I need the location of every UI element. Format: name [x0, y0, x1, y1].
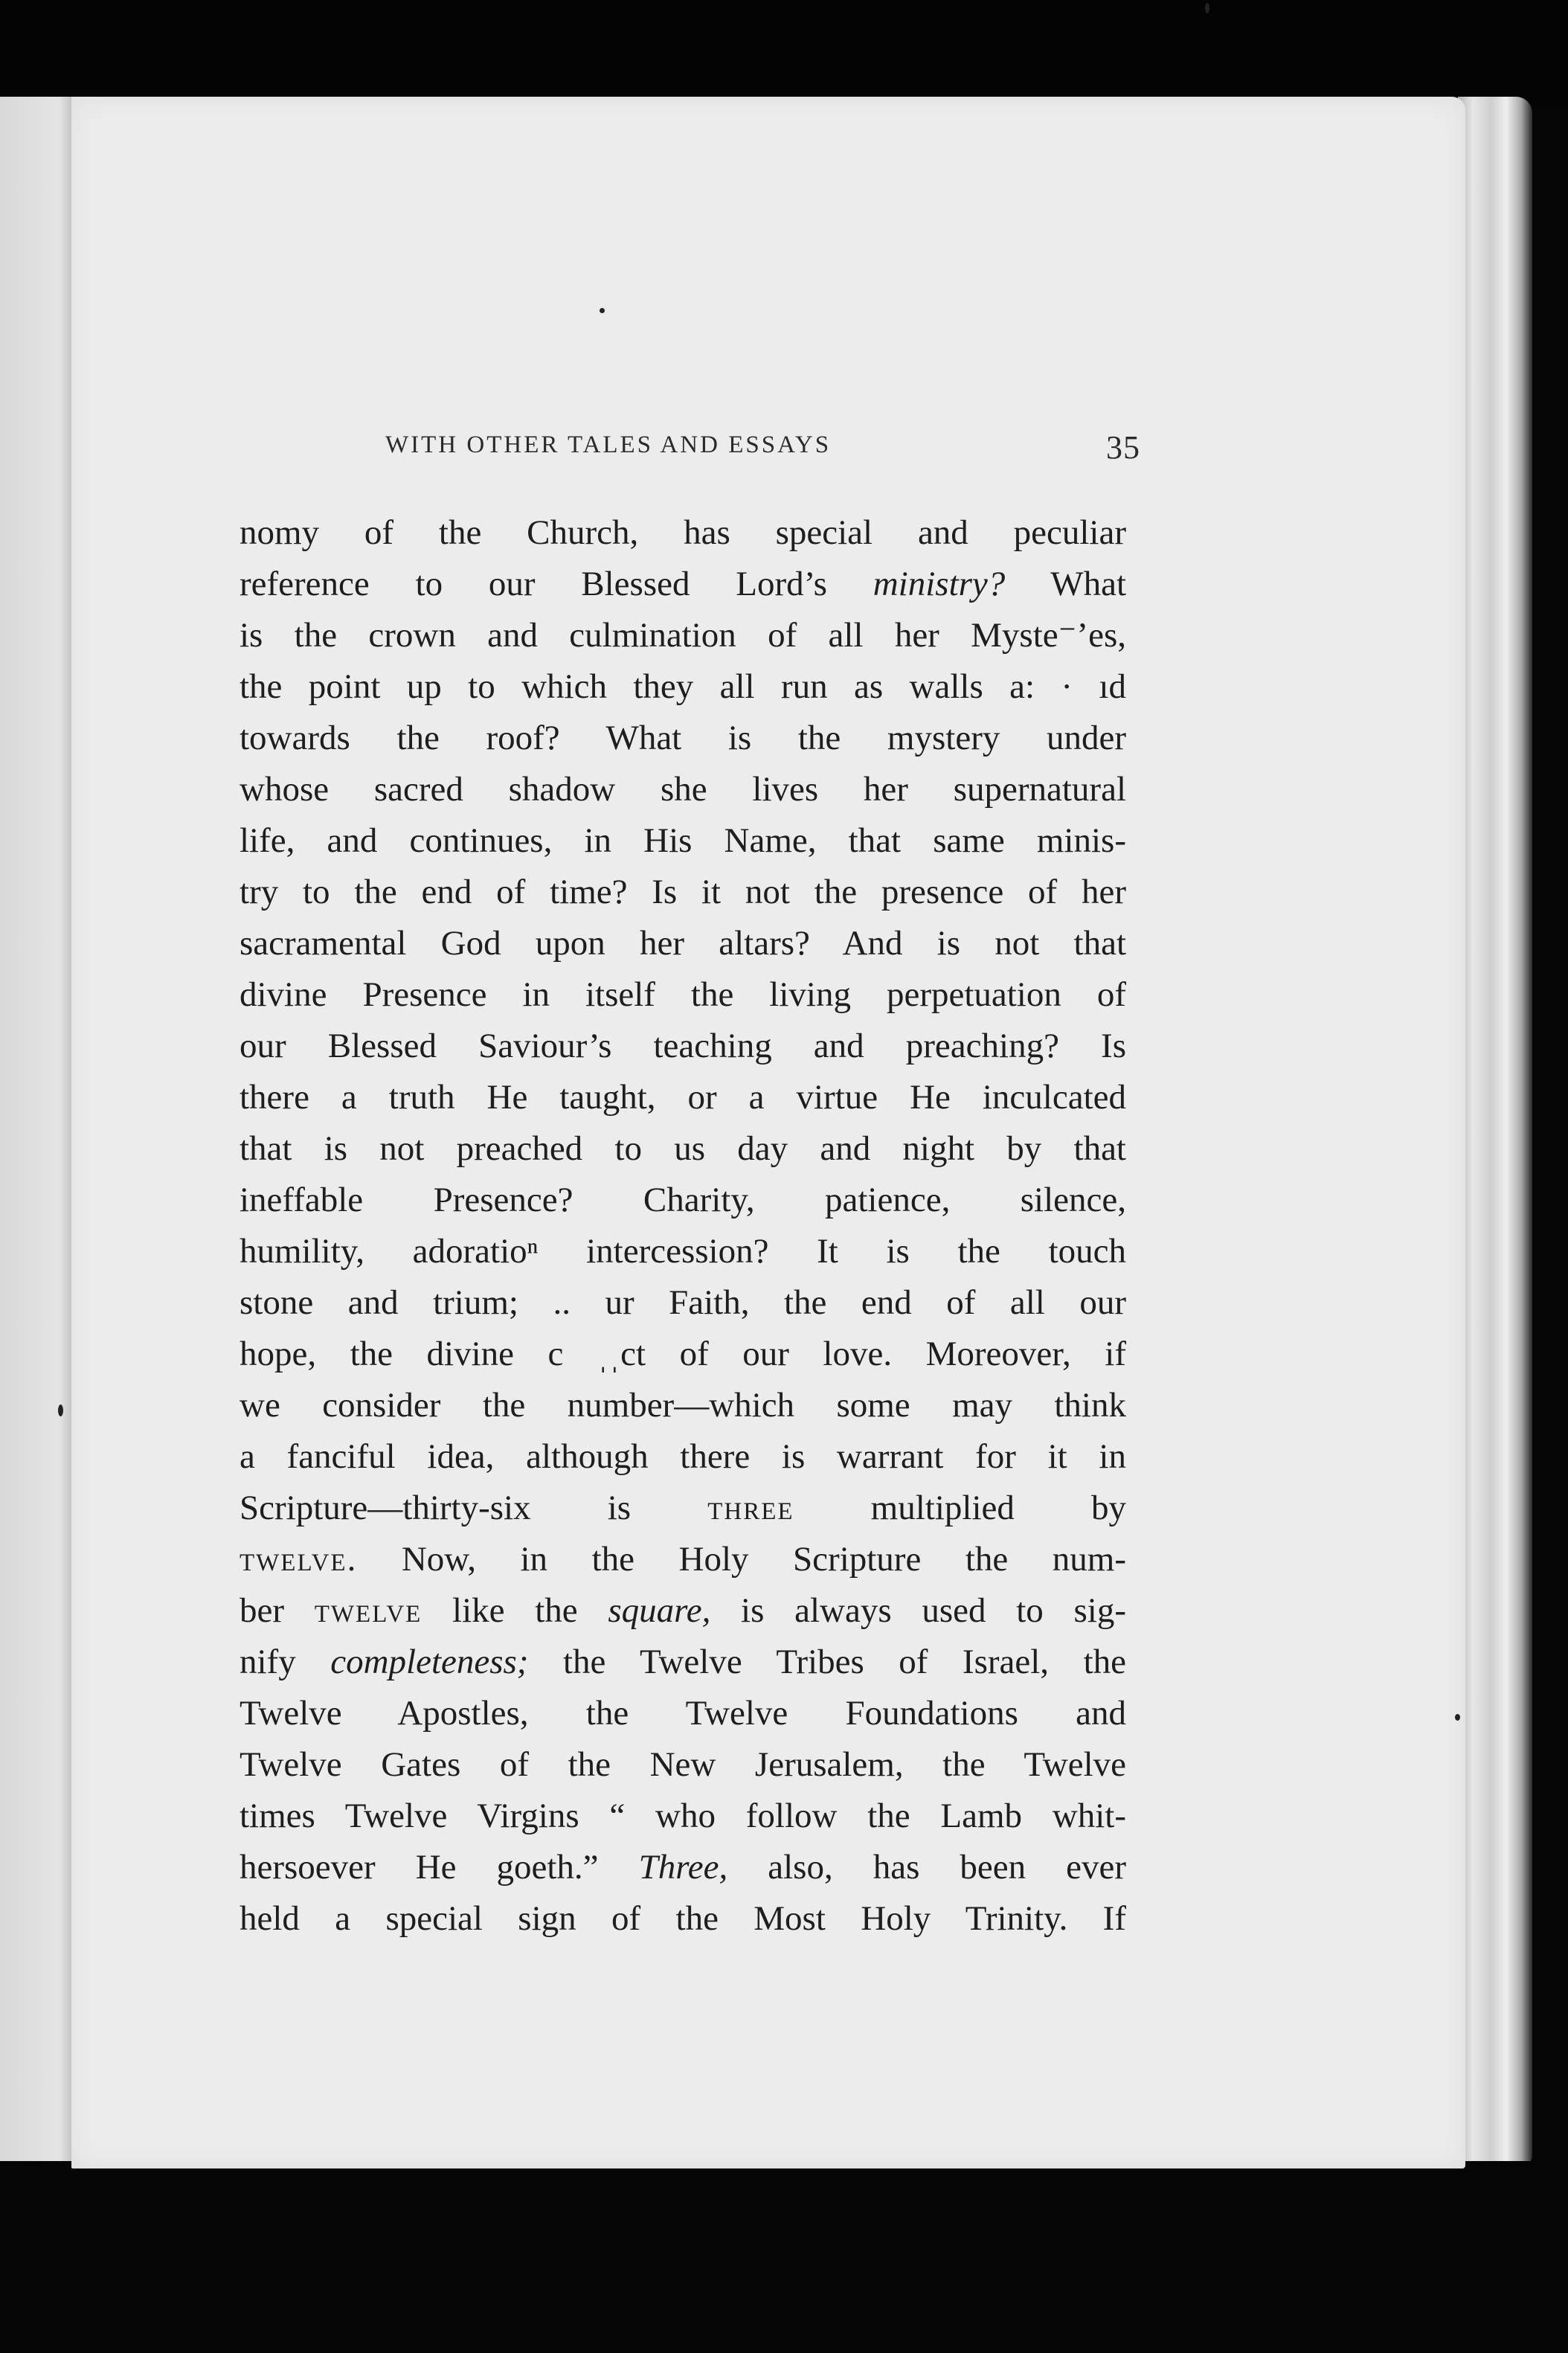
text-line: hope, the divine c ˌˌct of our love. Moreover, if — [240, 1335, 1126, 1373]
page-edge-right — [1458, 97, 1532, 2165]
text-line: our Blessed Saviour’s teaching and preaching? Is — [240, 1027, 1126, 1065]
running-head-title: WITH OTHER TALES AND ESSAYS — [385, 431, 832, 458]
text-line: humility, adoratioⁿ intercession? It is the touch — [240, 1232, 1126, 1271]
text-line — [240, 559, 1126, 610]
scan-border-bottom — [0, 2161, 1568, 2353]
text-run: Scripture—thirty-six is — [240, 1489, 708, 1527]
text-line: stone and trium; .. ur Faith, the end of all our — [240, 1283, 1126, 1322]
small-caps-text: three — [707, 1489, 794, 1527]
text-line — [240, 1637, 1126, 1688]
italic-text: completeness; — [330, 1643, 529, 1681]
text-line: Twelve Apostles, the Twelve Foundations and — [240, 1694, 1126, 1733]
italic-text: square, — [608, 1591, 711, 1630]
text-line: life, and continues, in His Name, that same minis- — [240, 821, 1126, 860]
text-line — [240, 1534, 1126, 1585]
scan-speck — [1455, 1714, 1460, 1721]
small-caps-text: twelve. — [240, 1540, 358, 1579]
text-line: we consider the number—which some may think — [240, 1386, 1126, 1425]
text-run: Now, in the Holy Scripture the num- — [357, 1540, 1126, 1579]
text-line: whose sacred shadow she lives her supernatural — [240, 770, 1126, 809]
scan-speck — [58, 1405, 63, 1416]
running-head — [385, 431, 1140, 473]
page-edge-left — [0, 97, 77, 2172]
text-run: like the — [422, 1591, 608, 1630]
text-run: also, has been ever — [727, 1848, 1126, 1887]
text-line: sacramental God upon her altars? And is not that — [240, 924, 1126, 963]
text-run: multiplied by — [794, 1489, 1126, 1527]
text-line: divine Presence in itself the living perpetuation of — [240, 975, 1126, 1014]
text-line: is the crown and culmination of all her Myste⁻ʼes, — [240, 616, 1126, 655]
scan-speck — [600, 308, 605, 313]
text-line: ineffable Presence? Charity, patience, silence, — [240, 1181, 1126, 1219]
scan-border-top — [0, 0, 1568, 104]
text-run: the Twelve Tribes of Israel, the — [528, 1643, 1126, 1681]
text-line: held a special sign of the Most Holy Trinity. If — [240, 1899, 1126, 1938]
text-run: What — [1005, 565, 1126, 603]
text-run: reference to our Blessed Lord’s — [240, 565, 873, 603]
text-line: there a truth He taught, or a virtue He inculcated — [240, 1078, 1126, 1117]
text-line: nomy of the Church, has special and peculiar — [240, 513, 1126, 552]
text-run: ber — [240, 1591, 315, 1630]
text-line: try to the end of time? Is it not the presence of her — [240, 873, 1126, 911]
text-line: that is not preached to us day and night by that — [240, 1129, 1126, 1168]
page-number: 35 — [1106, 429, 1140, 466]
text-line: a fanciful idea, although there is warrant for it in — [240, 1437, 1126, 1476]
italic-text: ministry? — [873, 565, 1006, 603]
text-line: the point up to which they all run as walls a: · ıd — [240, 667, 1126, 706]
body-text — [240, 507, 1126, 1945]
text-line: towards the roof? What is the mystery under — [240, 719, 1126, 757]
scan-speck — [1205, 3, 1209, 13]
text-line: times Twelve Virgins “ who follow the Lamb whit- — [240, 1797, 1126, 1835]
text-line — [240, 1483, 1126, 1534]
text-line — [240, 1585, 1126, 1637]
text-run: hersoever He goeth.” — [240, 1848, 639, 1887]
italic-text: Three, — [638, 1848, 728, 1887]
small-caps-text: twelve — [314, 1591, 422, 1630]
text-run: is always used to sig- — [710, 1591, 1126, 1630]
text-run: nify — [240, 1643, 331, 1681]
text-line — [240, 1842, 1126, 1893]
text-line: Twelve Gates of the New Jerusalem, the Twelve — [240, 1745, 1126, 1784]
